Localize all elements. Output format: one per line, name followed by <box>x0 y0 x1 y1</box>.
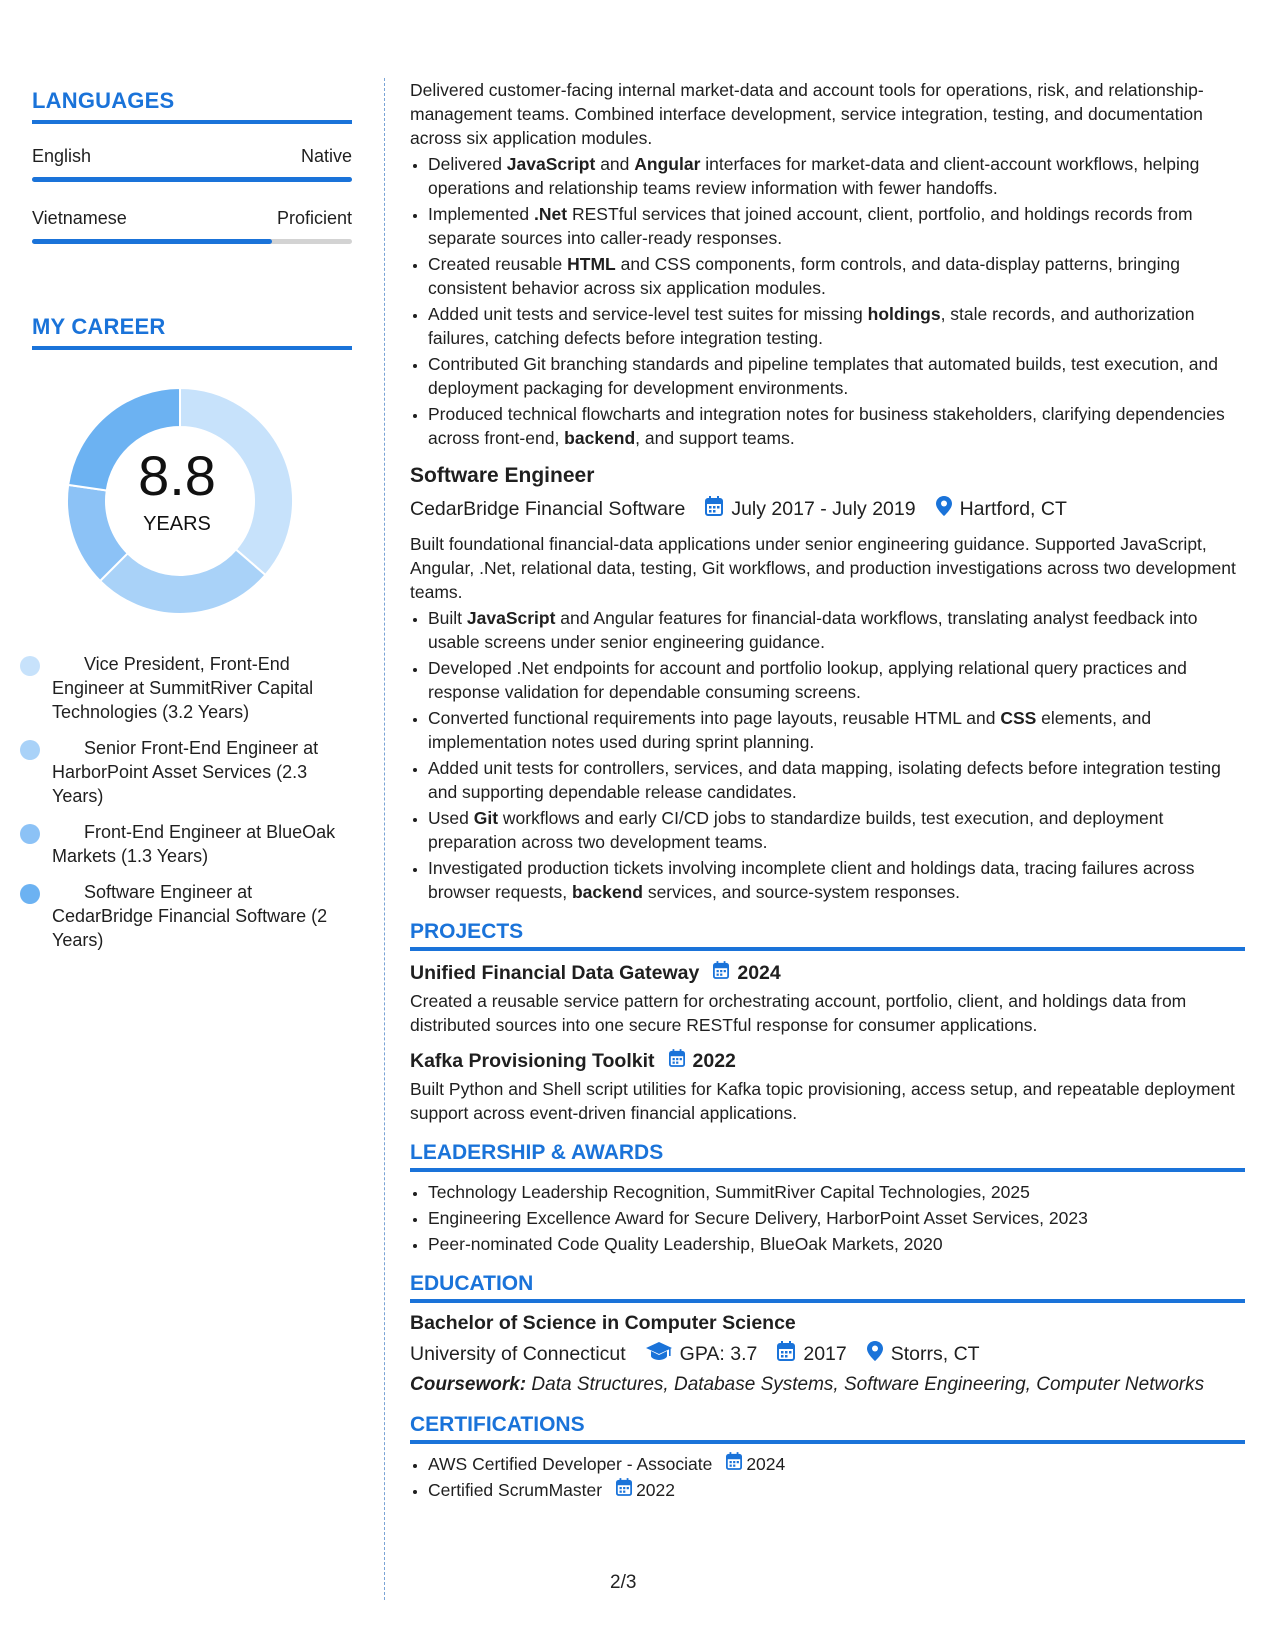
certification-item <box>428 1452 1245 1476</box>
project-year: 2024 <box>737 962 781 984</box>
calendar-icon <box>713 961 729 985</box>
bullet-item: • Added unit tests and service-level test suites for missing holdings, stale records, and authorization failures, catching defects before integration testing. <box>428 302 1245 350</box>
job-company: CedarBridge Financial Software <box>410 498 686 520</box>
career-heading: MY CAREER <box>32 314 352 350</box>
job-summary: Built foundational financial-data applications under senior engineering guidance. Supported JavaScript, Angular, .Net, relational data, testing, Git workflows, and production investigations across two development teams. <box>410 534 1236 602</box>
legend-label: Vice President, Front-End Engineer at SummitRiver Capital Technologies (3.2 Years) <box>52 654 314 722</box>
bullet-item: • Added unit tests for controllers, services, and data mapping, isolating defects before integration testing and supporting dependable release candidates. <box>428 756 1245 804</box>
award-item: • Engineering Excellence Award for Secure Delivery, HarborPoint Asset Services, 2023 <box>428 1206 1245 1230</box>
education-location: Storrs, CT <box>890 1343 980 1365</box>
bullet-item: • Converted functional requirements into page layouts, reusable HTML and CSS elements, and implementation notes used during sprint planning. <box>428 706 1245 754</box>
career-legend <box>32 652 342 952</box>
project-year: 2022 <box>692 1050 736 1072</box>
job-dates: July 2017 - July 2019 <box>731 498 916 520</box>
awards-heading: LEADERSHIP & AWARDS <box>410 1141 1245 1172</box>
legend-label: Software Engineer at CedarBridge Financial Software (2 Years) <box>52 882 328 950</box>
graduation-cap-icon <box>646 1342 672 1366</box>
legend-dot <box>20 656 40 676</box>
language-name: English <box>32 146 92 166</box>
legend-dot <box>20 884 40 904</box>
job-title: Software Engineer <box>410 464 595 487</box>
calendar-icon <box>726 1452 742 1476</box>
language-bar-fill <box>32 239 272 244</box>
certification-name: • Certified ScrumMaster <box>428 1480 603 1500</box>
coursework <box>410 1373 1245 1397</box>
column-divider <box>384 78 385 1600</box>
previous-job-summary: Delivered customer-facing internal market-data and account tools for operations, risk, and relationship-management teams. Combined interface development, service integration, testing, and documentation across six application modules. <box>410 80 1204 148</box>
project-description: Created a reusable service pattern for orchestrating account, portfolio, client, and holdings data from distributed sources into one secure RESTful response for consumer applications. <box>410 991 1187 1035</box>
calendar-icon <box>705 496 723 522</box>
languages-heading: LANGUAGES <box>32 88 352 124</box>
career-legend-item <box>52 652 342 724</box>
bullet-item: • Created reusable HTML and CSS components, form controls, and data-display patterns, bringing consistent behavior across six application modules. <box>428 252 1245 300</box>
certification-name: • AWS Certified Developer - Associate <box>428 1454 713 1474</box>
language-name: Vietnamese <box>32 208 127 228</box>
bullet-item: • Built JavaScript and Angular features for financial-data workflows, translating analyst feedback into usable screens under senior engineering guidance. <box>428 606 1245 654</box>
award-item: • Technology Leadership Recognition, SummitRiver Capital Technologies, 2025 <box>428 1180 1245 1204</box>
graduation-year: 2017 <box>803 1343 847 1365</box>
page-number: 2/3 <box>610 1572 637 1593</box>
coursework-list: Data Structures, Database Systems, Software Engineering, Computer Networks <box>526 1374 1205 1395</box>
school-name: University of Connecticut <box>410 1343 626 1365</box>
degree-title: Bachelor of Science in Computer Science <box>410 1312 796 1334</box>
job-bullets <box>410 606 1245 904</box>
certification-year: 2022 <box>636 1480 676 1500</box>
award-item: • Peer-nominated Code Quality Leadership, BlueOak Markets, 2020 <box>428 1232 1245 1256</box>
project-title <box>410 961 1245 985</box>
certification-year: 2024 <box>746 1454 786 1474</box>
projects-heading: PROJECTS <box>410 920 1245 951</box>
bullet-item: • Implemented .Net RESTful services that joined account, client, portfolio, and holdings records from separate sources into caller-ready responses. <box>428 202 1245 250</box>
donut-segment-2 <box>100 549 265 614</box>
language-level: Native <box>300 146 352 166</box>
legend-label: Senior Front-End Engineer at HarborPoint Asset Services (2.3 Years) <box>52 738 319 806</box>
gpa: GPA: 3.7 <box>679 1343 758 1365</box>
legend-dot <box>20 740 40 760</box>
career-years-label: YEARS <box>143 513 211 535</box>
calendar-icon <box>669 1049 685 1073</box>
awards-list <box>410 1180 1245 1256</box>
calendar-icon <box>616 1478 632 1502</box>
job-meta <box>410 496 1245 522</box>
bullet-item: • Used Git workflows and early CI/CD jobs to standardize builds, test execution, and deployment preparation across two development teams. <box>428 806 1245 854</box>
career-legend-item <box>52 820 342 868</box>
legend-dot <box>20 824 40 844</box>
previous-job-bullets <box>410 152 1245 450</box>
bullet-item: • Produced technical flowcharts and integration notes for business stakeholders, clarifying dependencies across front-end, backend, and support teams. <box>428 402 1245 450</box>
language-bar <box>32 177 352 182</box>
project-name: Kafka Provisioning Toolkit <box>410 1050 655 1072</box>
career-donut-chart <box>32 368 352 628</box>
education-meta <box>410 1341 1245 1367</box>
sidebar <box>32 88 352 964</box>
language-vietnamese <box>32 208 352 244</box>
legend-label: Front-End Engineer at BlueOak Markets (1.3 Years) <box>52 822 336 866</box>
bullet-item: • Developed .Net endpoints for account and portfolio lookup, applying relational query practices and response validation for dependable consuming screens. <box>428 656 1245 704</box>
certifications-heading: CERTIFICATIONS <box>410 1413 1245 1444</box>
language-bar <box>32 239 352 244</box>
career-legend-item <box>52 880 342 952</box>
career-legend-item <box>52 736 342 808</box>
project-description: Built Python and Shell script utilities for Kafka topic provisioning, access setup, and repeatable deployment support across event-driven financial applications. <box>410 1079 1235 1123</box>
language-english <box>32 146 352 182</box>
bullet-item: • Contributed Git branching standards and pipeline templates that automated builds, test execution, and deployment packaging for development environments. <box>428 352 1245 400</box>
language-bar-fill <box>32 177 352 182</box>
career-total-years: 8.8 <box>138 444 216 507</box>
job-location: Hartford, CT <box>959 498 1067 520</box>
main-content <box>410 78 1245 1504</box>
bullet-item: • Investigated production tickets involving incomplete client and holdings data, tracing failures across browser requests, backend services, and source-system responses. <box>428 856 1245 904</box>
education-heading: EDUCATION <box>410 1272 1245 1303</box>
certification-item <box>428 1478 1245 1502</box>
project-title <box>410 1049 1245 1073</box>
location-pin-icon <box>867 1341 883 1367</box>
location-pin-icon <box>936 496 952 522</box>
project-name: Unified Financial Data Gateway <box>410 962 700 984</box>
calendar-icon <box>777 1341 795 1367</box>
language-level: Proficient <box>276 208 352 228</box>
certifications-list <box>410 1452 1245 1502</box>
coursework-label: Coursework: <box>410 1374 527 1395</box>
bullet-item: • Delivered JavaScript and Angular interfaces for market-data and client-account workflows, helping operations and relationship teams review information with fewer handoffs. <box>428 152 1245 200</box>
